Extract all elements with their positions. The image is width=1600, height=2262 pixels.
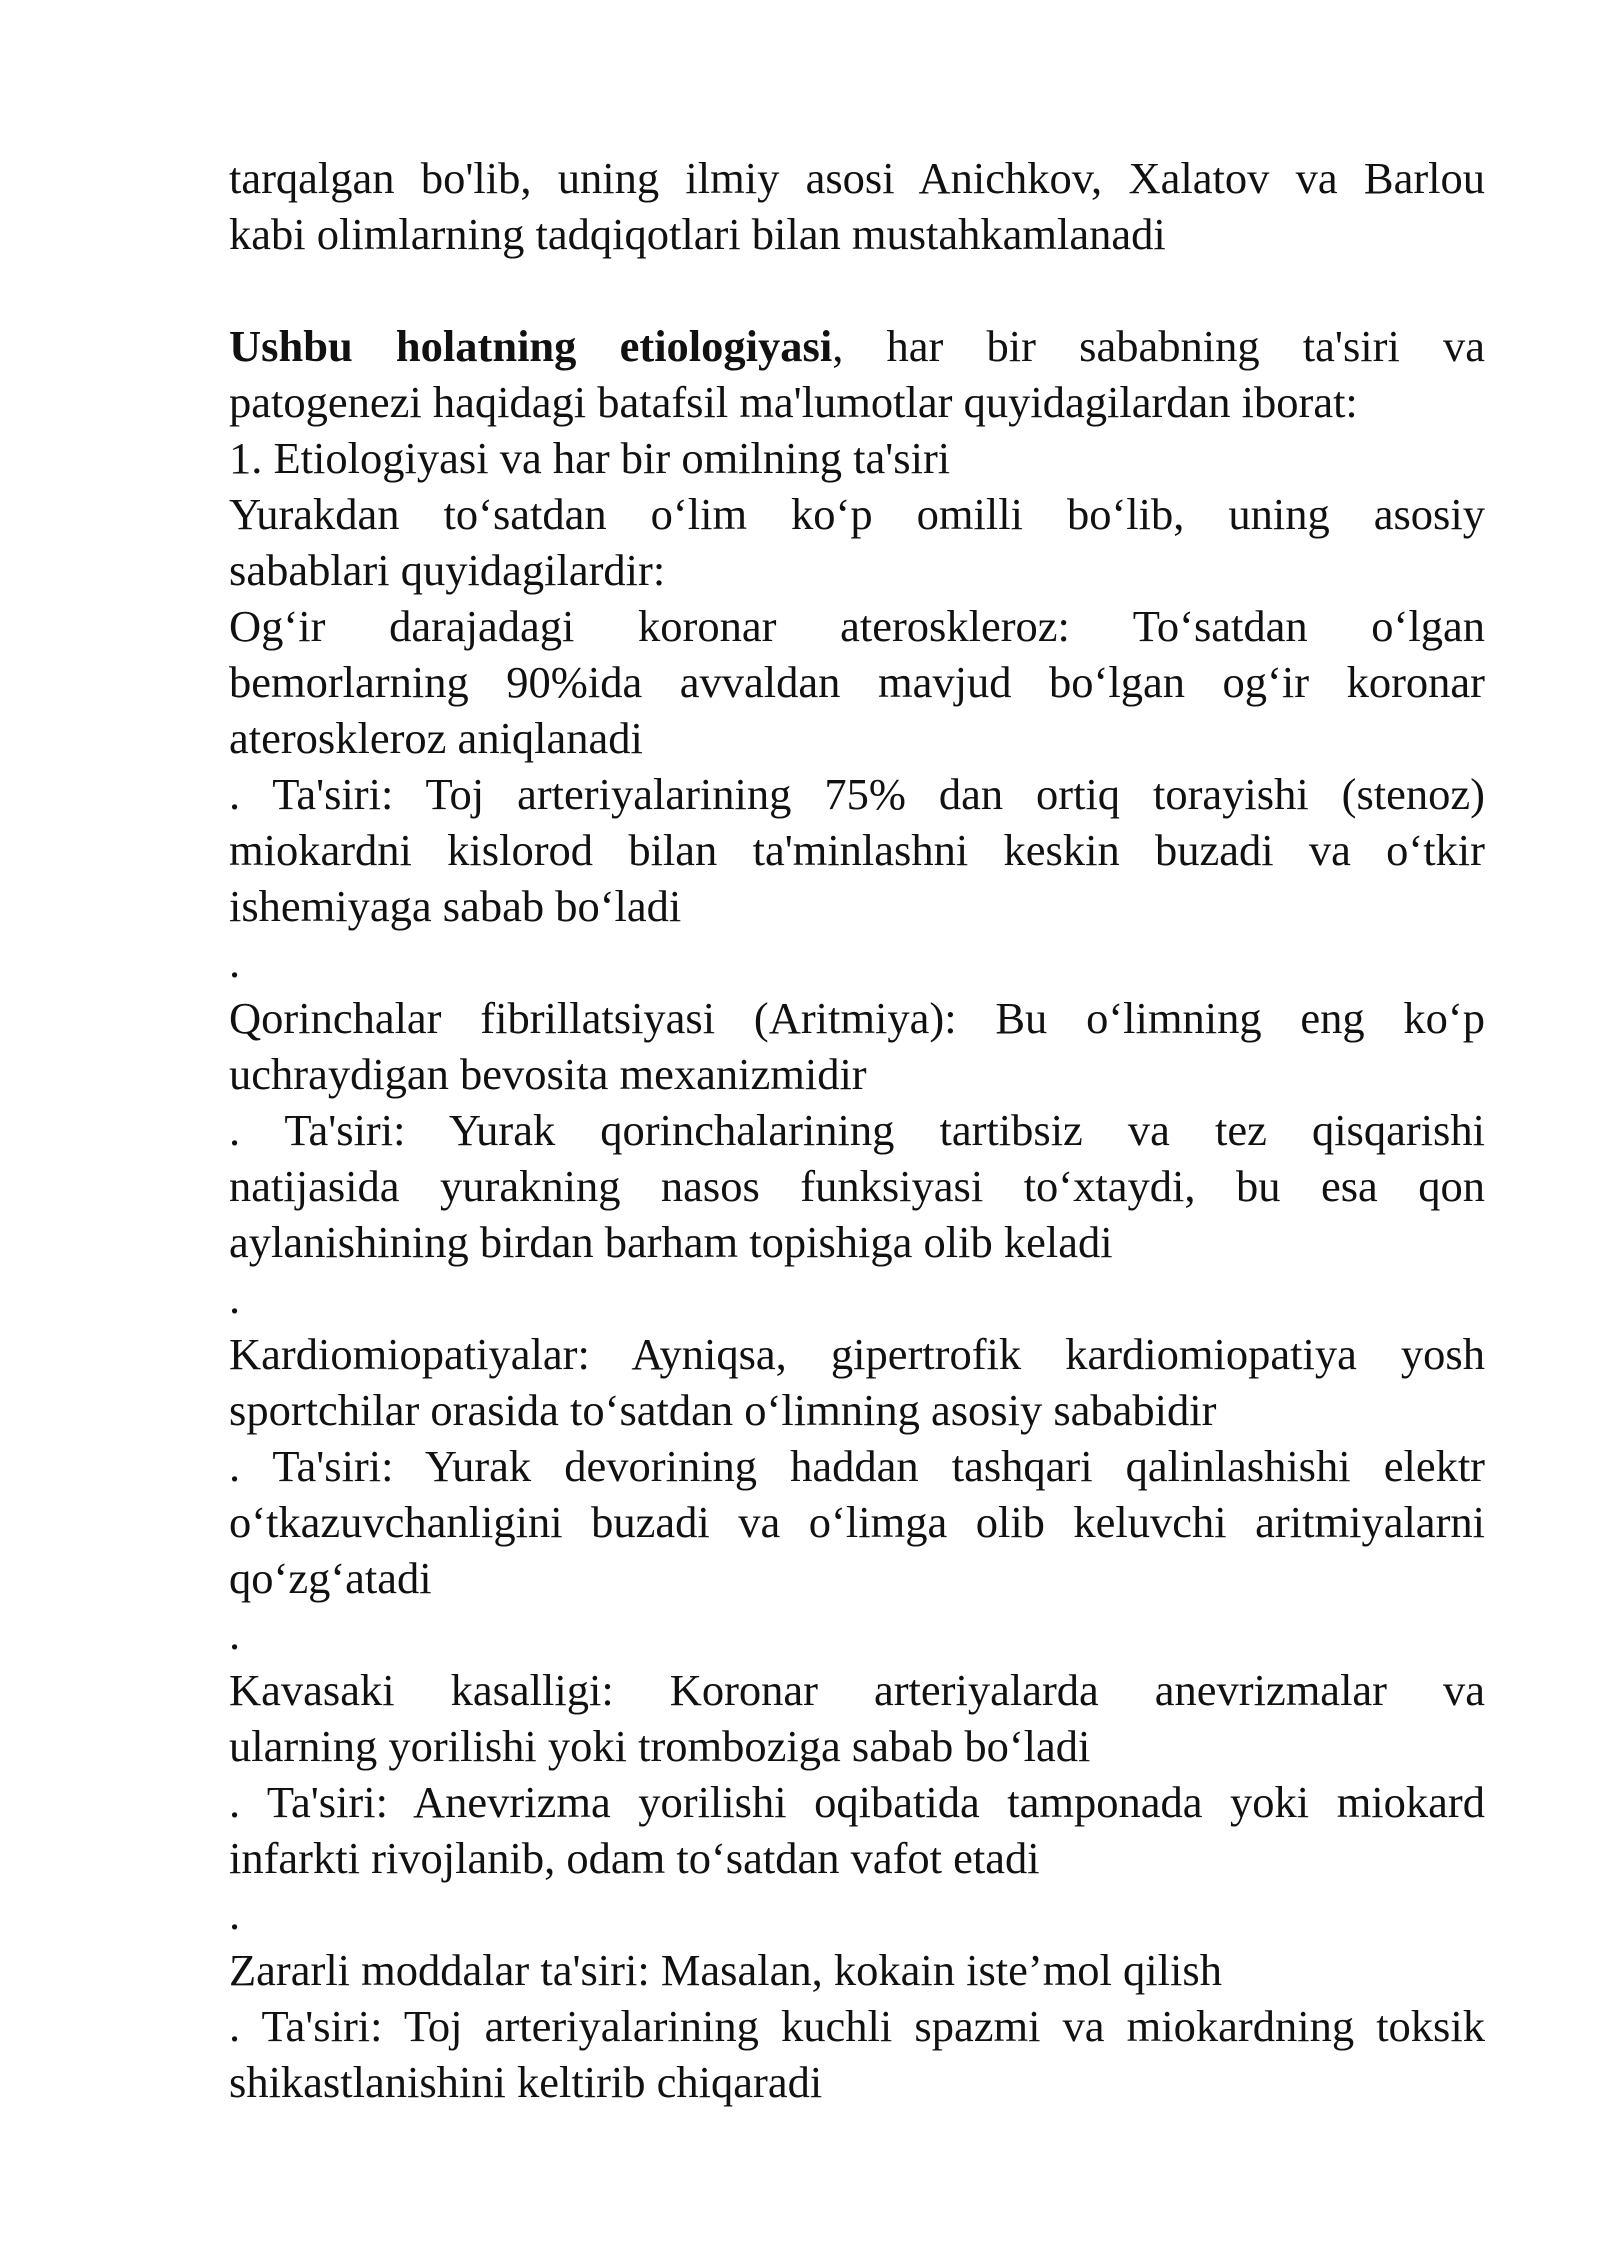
text-line: patogenezi haqidagi batafsil ma'lumotlar quyidagilardan iborat: bbox=[229, 377, 1358, 427]
text-line: . Ta'siri: Anevrizma yorilishi oqibatida tamponada yoki miokard bbox=[229, 1777, 1485, 1827]
text-line: sabablari quyidagilardir: bbox=[229, 545, 666, 595]
text-line: qo‘zg‘atadi bbox=[229, 1553, 432, 1603]
text-line: . Ta'siri: Toj arteriyalarining 75% dan ortiq torayishi (stenoz) bbox=[229, 769, 1485, 819]
document-page bbox=[229, 150, 1485, 2110]
dot-line: . bbox=[229, 1889, 241, 1939]
text-line: kabi olimlarning tadqiqotlari bilan mustahkamlanadi bbox=[229, 209, 1166, 259]
heading-line-text: har bir sababning ta'siri va bbox=[886, 321, 1485, 371]
text-line: Og‘ir darajadagi koronar ateroskleroz: To‘satdan o‘lgan bbox=[229, 601, 1485, 651]
section-heading-line bbox=[229, 318, 1485, 374]
text-line: o‘tkazuvchanligini buzadi va o‘limga olib keluvchi aritmiyalarni bbox=[229, 1497, 1485, 1547]
text-line: sportchilar orasida to‘satdan o‘limning asosiy sababidir bbox=[229, 1385, 1217, 1435]
text-line: . Ta'siri: Toj arteriyalarining kuchli spazmi va miokardning toksik bbox=[229, 2001, 1485, 2051]
section-heading-bold: Ushbu holatning etiologiyasi bbox=[229, 321, 833, 371]
text-line: tarqalgan bo'lib, uning ilmiy asosi Anichkov, Xalatov va Barlou bbox=[229, 153, 1485, 203]
text-line: aylanishining birdan barham topishiga olib keladi bbox=[229, 1217, 1113, 1267]
text-line: . Ta'siri: Yurak devorining haddan tashqari qalinlashishi elektr bbox=[229, 1441, 1485, 1491]
dot-line: . bbox=[229, 937, 241, 987]
text-line: Kavasaki kasalligi: Koronar arteriyalarda anevrizmalar va bbox=[229, 1665, 1485, 1715]
text-line: natijasida yurakning nasos funksiyasi to‘xtaydi, bu esa qon bbox=[229, 1161, 1485, 1211]
text-line: Yurakdan to‘satdan o‘lim ko‘p omilli bo‘lib, uning asosiy bbox=[229, 489, 1485, 539]
list-item-heading: 1. Etiologiyasi va har bir omilning ta'siri bbox=[229, 433, 951, 483]
text-line: miokardni kislorod bilan ta'minlashni keskin buzadi va o‘tkir bbox=[229, 825, 1485, 875]
text-line: . Ta'siri: Yurak qorinchalarining tartibsiz va tez qisqarishi bbox=[229, 1105, 1485, 1155]
text-line: ishemiyaga sabab bo‘ladi bbox=[229, 881, 682, 931]
text-line: Kardiomiopatiyalar: Ayniqsa, gipertrofik kardiomiopatiya yosh bbox=[229, 1329, 1485, 1379]
text-line: infarkti rivojlanib, odam to‘satdan vafot etadi bbox=[229, 1833, 1040, 1883]
heading-comma: , bbox=[832, 321, 844, 371]
paragraph-gap bbox=[229, 262, 1485, 318]
dot-line: . bbox=[229, 1609, 241, 1659]
dot-line: . bbox=[229, 1273, 241, 1323]
text-line: uchraydigan bevosita mexanizmidir bbox=[229, 1049, 867, 1099]
text-line: Qorinchalar fibrillatsiyasi (Aritmiya): Bu o‘limning eng ko‘p bbox=[229, 993, 1485, 1043]
text-line: shikastlanishini keltirib chiqaradi bbox=[229, 2057, 823, 2107]
text-line: Zararli moddalar ta'siri: Masalan, kokain iste’mol qilish bbox=[229, 1945, 1222, 1995]
text-line: ularning yorilishi yoki tromboziga sabab bo‘ladi bbox=[229, 1721, 1091, 1771]
text-line: ateroskleroz aniqlanadi bbox=[229, 713, 643, 763]
text-line: bemorlarning 90%ida avvaldan mavjud bo‘lgan og‘ir koronar bbox=[229, 657, 1485, 707]
